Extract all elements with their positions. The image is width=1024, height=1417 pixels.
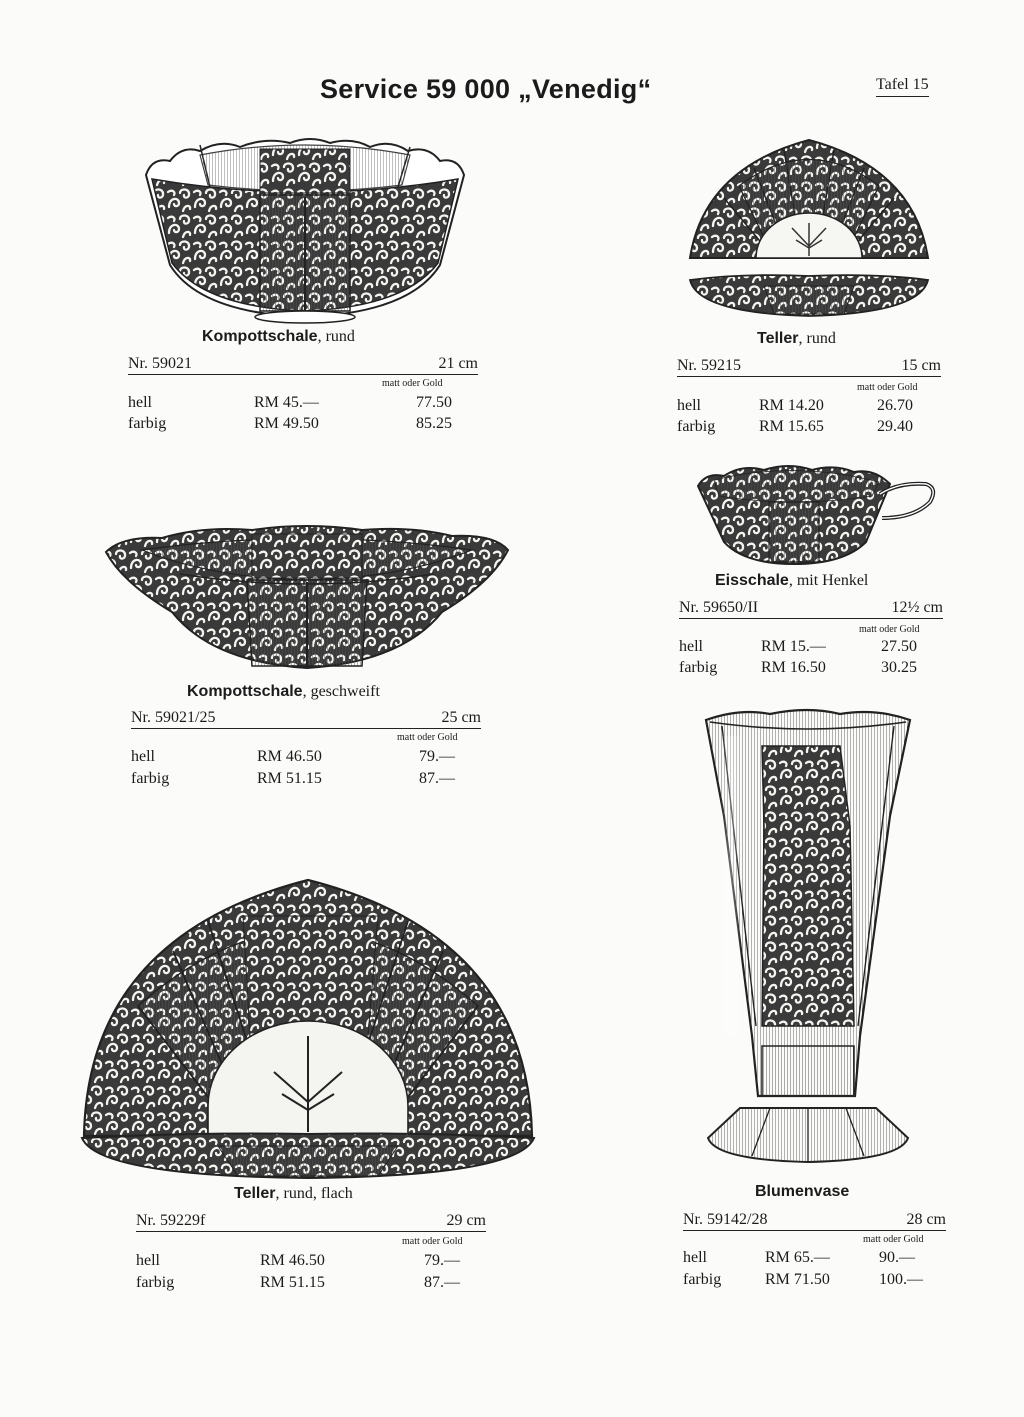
row-price: RM 49.50 — [254, 415, 319, 432]
vase-illustration — [700, 706, 916, 1166]
item-kompottschale-geschweift — [131, 683, 481, 793]
row-gold-price: 87.— — [424, 1274, 460, 1291]
row-gold-price: 77.50 — [416, 394, 452, 411]
divider — [679, 618, 943, 619]
row-price: RM 16.50 — [761, 659, 826, 676]
item-kompottschale-rund — [128, 328, 478, 438]
row-label: farbig — [683, 1271, 722, 1288]
row-price: RM 51.15 — [257, 770, 322, 787]
row-price: RM 65.— — [765, 1249, 830, 1266]
row-price: RM 51.15 — [260, 1274, 325, 1291]
row-gold-price: 29.40 — [877, 418, 913, 435]
divider — [131, 728, 481, 729]
row-gold-price: 26.70 — [877, 397, 913, 414]
row-gold-price: 100.— — [879, 1271, 923, 1288]
matt-gold-label: matt oder Gold — [402, 1236, 463, 1247]
row-price: RM 14.20 — [759, 397, 824, 414]
divider — [677, 376, 941, 377]
item-name: Kompottschale — [187, 683, 303, 700]
item-name: Teller — [234, 1185, 276, 1202]
item-suffix: , rund — [798, 330, 836, 347]
divider — [128, 374, 478, 375]
divider — [136, 1231, 486, 1232]
ice-bowl-illustration — [694, 462, 942, 567]
row-gold-price: 30.25 — [881, 659, 917, 676]
row-label: farbig — [679, 659, 718, 676]
bowl-round-illustration — [140, 135, 470, 325]
row-price: RM 46.50 — [257, 748, 322, 765]
row-label: hell — [128, 394, 152, 411]
row-label: farbig — [128, 415, 167, 432]
item-teller-rund — [677, 330, 941, 440]
plate-small-illustration — [684, 128, 934, 323]
row-price: RM 15.65 — [759, 418, 824, 435]
item-suffix: , rund — [317, 328, 355, 345]
row-label: hell — [136, 1252, 160, 1269]
item-name: Teller — [757, 330, 799, 347]
row-gold-price: 85.25 — [416, 415, 452, 432]
item-blumenvase — [683, 1183, 946, 1293]
item-size: 28 cm — [906, 1211, 946, 1228]
row-label: farbig — [131, 770, 170, 787]
item-name: Eisschale — [715, 572, 789, 589]
item-suffix: , geschweift — [302, 683, 380, 700]
item-number: Nr. 59229f — [136, 1212, 206, 1229]
row-gold-price: 27.50 — [881, 638, 917, 655]
bowl-curved-illustration — [102, 522, 512, 672]
row-price: RM 15.— — [761, 638, 826, 655]
row-price: RM 45.— — [254, 394, 319, 411]
item-number: Nr. 59215 — [677, 357, 741, 374]
plate-number: Tafel 15 — [876, 76, 929, 97]
row-price: RM 71.50 — [765, 1271, 830, 1288]
matt-gold-label: matt oder Gold — [397, 732, 458, 743]
item-suffix: , rund, flach — [275, 1185, 353, 1202]
item-size: 25 cm — [441, 709, 481, 726]
item-size: 15 cm — [901, 357, 941, 374]
matt-gold-label: matt oder Gold — [859, 624, 920, 635]
row-label: hell — [677, 397, 701, 414]
page-title: Service 59 000 „Venedig“ — [320, 74, 652, 104]
matt-gold-label: matt oder Gold — [857, 382, 918, 393]
item-eisschale — [679, 572, 943, 682]
item-size: 12½ cm — [891, 599, 943, 616]
matt-gold-label: matt oder Gold — [382, 378, 443, 389]
divider — [683, 1230, 946, 1231]
item-name: Kompottschale — [202, 328, 318, 345]
row-label: farbig — [677, 418, 716, 435]
plate-large-illustration — [78, 876, 538, 1181]
item-number: Nr. 59021/25 — [131, 709, 216, 726]
item-number: Nr. 59142/28 — [683, 1211, 768, 1228]
row-label: farbig — [136, 1274, 175, 1291]
row-label: hell — [131, 748, 155, 765]
item-number: Nr. 59021 — [128, 355, 192, 372]
matt-gold-label: matt oder Gold — [863, 1234, 924, 1245]
row-gold-price: 79.— — [424, 1252, 460, 1269]
item-number: Nr. 59650/II — [679, 599, 759, 616]
row-gold-price: 90.— — [879, 1249, 915, 1266]
item-size: 29 cm — [446, 1212, 486, 1229]
item-teller-flach — [136, 1185, 486, 1295]
row-label: hell — [683, 1249, 707, 1266]
item-suffix: , mit Henkel — [788, 572, 869, 589]
row-gold-price: 87.— — [419, 770, 455, 787]
row-label: hell — [679, 638, 703, 655]
item-name: Blumenvase — [755, 1183, 850, 1200]
row-gold-price: 79.— — [419, 748, 455, 765]
item-size: 21 cm — [438, 355, 478, 372]
row-price: RM 46.50 — [260, 1252, 325, 1269]
